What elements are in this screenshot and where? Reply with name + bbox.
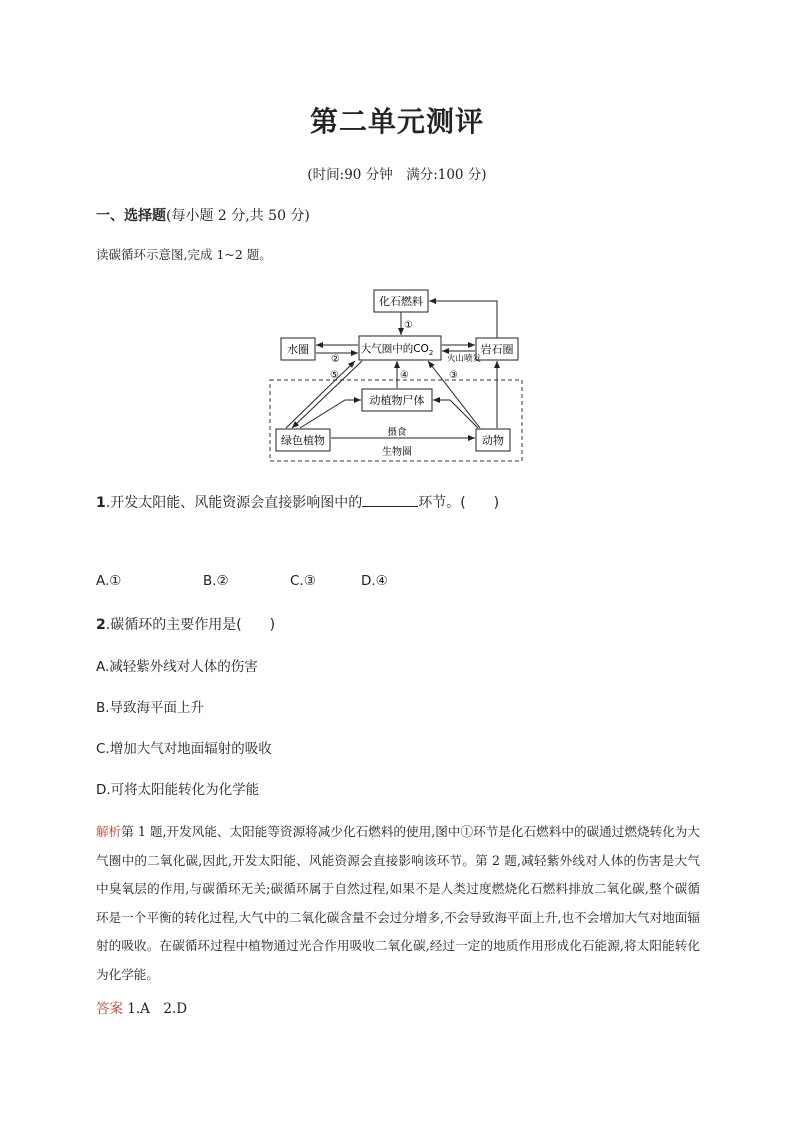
remains-label: 动植物尸体 <box>369 394 425 407</box>
exam-info: (时间:90 分钟 满分:100 分) <box>307 167 487 183</box>
section-heading <box>96 205 310 225</box>
question-2-number: 2 <box>96 617 106 633</box>
question-1 <box>96 492 499 512</box>
question-1-number: 1 <box>96 495 106 511</box>
q2-option-b: B.导致海平面上升 <box>96 700 205 716</box>
page-title: 第二单元测评 <box>309 105 484 138</box>
answer-text: 1.A 2.D <box>123 1001 188 1017</box>
biosphere-label: 生物圈 <box>382 447 412 458</box>
fossil-fuel-label: 化石燃料 <box>379 295 423 308</box>
mark-5: ⑤ <box>330 370 339 381</box>
lithosphere-label: 岩石圈 <box>480 343 514 356</box>
section-note: (每小题 2 分,共 50 分) <box>166 208 310 224</box>
atmosphere-co2-label: 大气圈中的$CO_2$ <box>360 343 434 357</box>
arrow-plants-to-atm <box>286 361 355 428</box>
question-2 <box>96 614 275 634</box>
arrow-animals-to-remains <box>433 400 478 428</box>
mark-1: ① <box>404 320 413 331</box>
q2-option-a: A.减轻紫外线对人体的伤害 <box>96 659 258 675</box>
hydrosphere-label: 水圈 <box>287 343 309 356</box>
question-intro: 读碳循环示意图,完成 1~2 题。 <box>96 247 272 262</box>
answer-line <box>96 997 187 1017</box>
question-1-text: .开发太阳能、风能资源会直接影响图中的 <box>105 495 363 511</box>
q1-option-a: A.① <box>96 573 122 589</box>
q1-option-c: C.③ <box>290 573 316 589</box>
section-title: 一、选择题 <box>96 208 166 224</box>
q1-option-d: D.④ <box>361 573 388 589</box>
answer-label: 答案 <box>96 1001 123 1017</box>
arrow-atm-to-plants <box>292 361 362 428</box>
q2-option-c: C.增加大气对地面辐射的吸收 <box>96 741 272 757</box>
analysis-label: 解析 <box>96 824 122 839</box>
green-plants-label: 绿色植物 <box>281 434 325 447</box>
volcano-label: 火山喷发 <box>447 354 482 364</box>
mark-4: ④ <box>400 370 409 381</box>
question-2-text: .碳循环的主要作用是( ) <box>105 617 276 633</box>
answer-blank <box>362 494 418 507</box>
q2-option-d: D.可将太阳能转化为化学能 <box>96 782 260 798</box>
mark-3: ③ <box>449 370 458 381</box>
q1-option-b: B.② <box>203 573 229 589</box>
carbon-cycle-diagram <box>262 282 532 468</box>
arrow-lithosphere-to-fossil <box>429 301 497 338</box>
predation-label: 摄食 <box>387 427 407 438</box>
analysis-paragraph <box>96 818 700 989</box>
question-1-text-end: 环节。( ) <box>418 495 500 511</box>
arrow-plants-to-remains <box>300 400 361 428</box>
analysis-text: 第 1 题,开发风能、太阳能等资源将减少化石燃料的使用,图中①环节是化石燃料中的碳通过燃烧转化为大气圈中的二氧化碳,因此,开发太阳能、风能资源会直接影响该环节。第 2 题,减轻紫外线对人体的伤害是大气中臭氧层的作用,与碳循环无关;碳循环属于自然过程,如果不是人类过度燃烧化石燃料排放二氧化碳,整个碳循环是一个平衡的转化过程,大气中的二氧化碳含量不会过分增多,不会导致海平面上升,也不会增加大气对地面辐射的吸收。在碳循环过程中植物通过光合作用吸收二氧化碳,经过一定的地质作用形成化石能源,将太阳能转化为化学能。 <box>96 824 700 982</box>
animals-label: 动物 <box>482 434 504 447</box>
mark-2: ② <box>331 354 340 365</box>
